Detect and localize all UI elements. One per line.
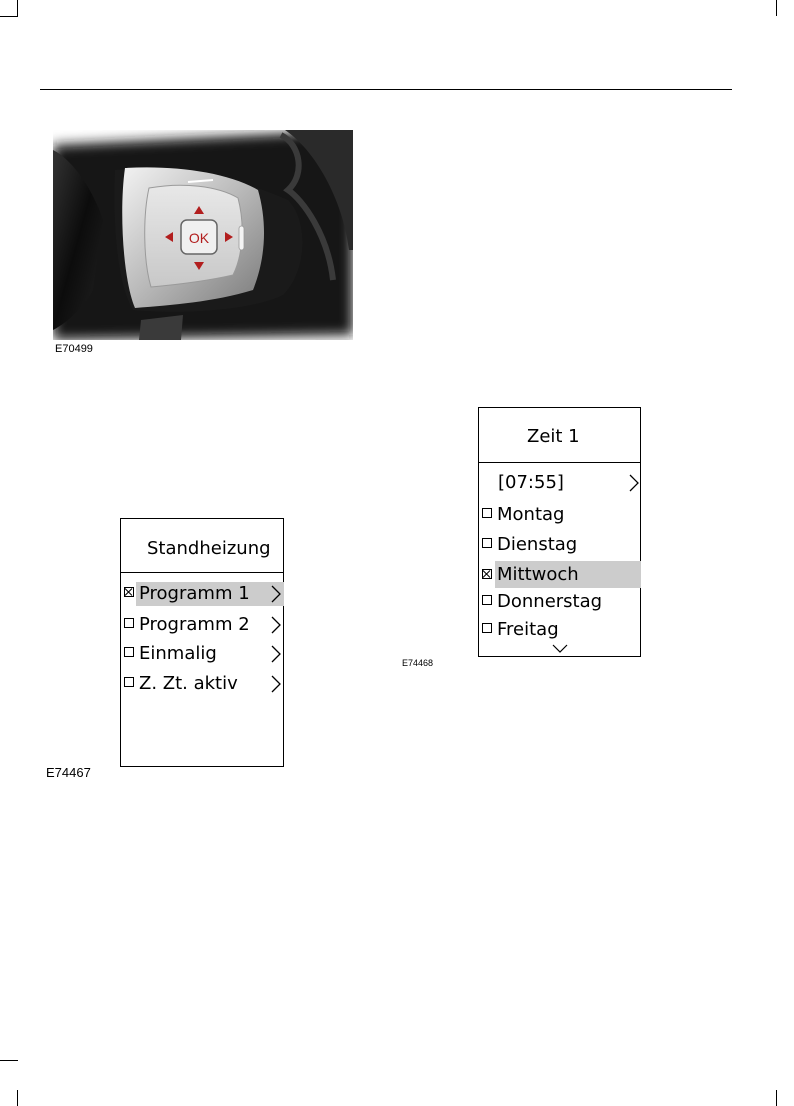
ok-button-label: OK <box>188 230 210 246</box>
menu-item-programm-2[interactable] <box>121 613 283 637</box>
figure-label-e70499: E70499 <box>55 343 93 355</box>
figure-label-e74467: E74467 <box>46 765 91 780</box>
display-panel-zeit-1 <box>478 407 641 657</box>
checkbox-icon[interactable] <box>482 595 492 605</box>
panel-title: Standheizung <box>147 538 271 559</box>
figure-label-e74468: E74468 <box>402 658 434 668</box>
menu-item-label: Programm 1 <box>139 583 250 604</box>
crop-mark-top-left-h <box>0 16 18 17</box>
checkbox-icon[interactable] <box>124 647 134 657</box>
checkbox-checked-icon[interactable] <box>124 587 134 597</box>
day-item-donnerstag[interactable] <box>479 590 640 614</box>
chevron-right-icon <box>271 585 281 603</box>
panel-separator <box>479 462 640 463</box>
chevron-right-icon <box>271 675 281 693</box>
day-label: Donnerstag <box>497 591 603 612</box>
checkbox-icon[interactable] <box>482 623 492 633</box>
checkbox-checked-icon[interactable] <box>482 569 492 579</box>
menu-item-label: Einmalig <box>139 643 217 664</box>
time-value: [07:55] <box>498 472 564 493</box>
day-label: Dienstag <box>497 534 578 555</box>
day-item-freitag[interactable] <box>479 618 640 642</box>
panel-title: Zeit 1 <box>527 426 580 447</box>
time-setting-row[interactable] <box>479 471 640 495</box>
menu-item-einmalig[interactable] <box>121 642 283 666</box>
display-panel-standheizung <box>120 518 284 767</box>
menu-item-z-zt-aktiv[interactable] <box>121 672 283 696</box>
chevron-right-icon <box>629 474 639 492</box>
menu-item-label: Z. Zt. aktiv <box>139 673 238 694</box>
day-item-montag[interactable] <box>479 503 640 527</box>
crop-mark-top-right-v <box>776 0 777 16</box>
panel-separator <box>121 572 283 573</box>
menu-item-programm-1[interactable] <box>121 582 283 606</box>
day-label: Mittwoch <box>497 564 579 585</box>
day-label: Montag <box>497 504 565 525</box>
chevron-right-icon <box>271 645 281 663</box>
checkbox-icon[interactable] <box>482 508 492 518</box>
header-rule <box>40 89 732 90</box>
checkbox-icon[interactable] <box>124 677 134 687</box>
chevron-right-icon <box>271 616 281 634</box>
chevron-down-icon[interactable] <box>552 644 568 654</box>
day-item-mittwoch[interactable] <box>479 561 640 585</box>
crop-mark-bottom-left-h <box>0 1060 18 1061</box>
day-label: Freitag <box>497 619 559 640</box>
checkbox-icon[interactable] <box>482 538 492 548</box>
crop-mark-bottom-right-v <box>776 1090 777 1106</box>
crop-mark-bottom-left-v <box>17 1090 18 1106</box>
menu-item-label: Programm 2 <box>139 614 250 635</box>
crop-mark-top-left-v <box>17 0 18 16</box>
day-item-dienstag[interactable] <box>479 533 640 557</box>
checkbox-icon[interactable] <box>124 618 134 628</box>
steering-wheel-illustration <box>53 130 353 340</box>
